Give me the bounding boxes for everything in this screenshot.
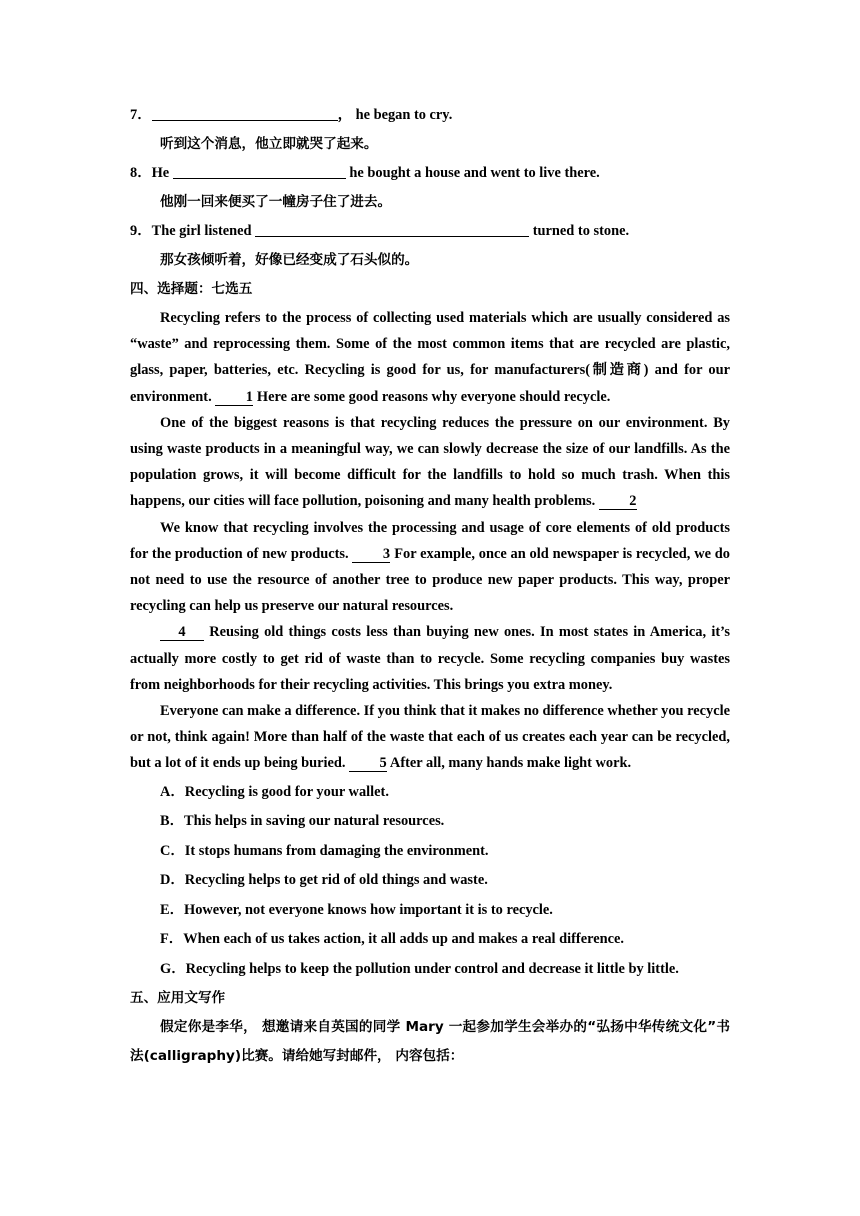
paragraph-text-after: Reusing old things costs less than buying new ones. In most states in America, it’s actually more costly to get rid of waste than to recycle. Some recycling companies buy wastes from neighborhoods for their recycling activities. This brings you extra money.: [130, 624, 730, 693]
blank-number-3: 3: [352, 546, 390, 563]
option-text: Recycling helps to get rid of old things and waste.: [184, 872, 488, 889]
question-7: [130, 101, 730, 130]
option-label: E．: [160, 901, 184, 918]
blank-number-5: 5: [349, 755, 387, 772]
paragraph-text: Recycling refers to the process of collecting used materials which are usually considered as “waste” and reprocessing them. Some of the most common items that are recycled are plastic, glass, paper, batteries, etc. Recycling is good for us, for manufacturers(制造商) and for our environment.: [130, 310, 730, 405]
question-text-before: The girl listened: [151, 223, 256, 239]
option-g: [130, 955, 730, 985]
question-text-after: ， he began to cry.: [337, 107, 453, 123]
writing-prompt: 假定你是李华， 想邀请来自英国的同学 Mary 一起参加学生会举办的“弘扬中华传统文化”书法(calligraphy)比赛。请给她写封邮件， 内容包括：: [130, 1019, 730, 1065]
question-number: 8．: [130, 165, 152, 181]
passage-paragraph-4: [130, 619, 730, 698]
question-9: [130, 217, 730, 246]
option-f: [130, 925, 730, 955]
option-label: G．: [160, 960, 186, 977]
question-text-after: he bought a house and went to live there.: [345, 165, 600, 181]
option-label: F．: [160, 931, 184, 948]
option-label: C．: [160, 842, 185, 859]
answer-blank[interactable]: [173, 163, 346, 179]
section-title: 五、应用文写作: [130, 990, 226, 1007]
question-9-translation: 那女孩倾听着，好像已经变成了石头似的。: [160, 252, 419, 268]
answer-blank[interactable]: [255, 221, 529, 237]
question-number: 9．: [130, 223, 152, 239]
answer-blank[interactable]: [152, 105, 338, 121]
passage-paragraph-3: [130, 515, 730, 620]
paragraph-text: One of the biggest reasons is that recycling reduces the pressure on our environment. By using waste products in a meaningful way, we can slowly decrease the size of our landfills. As the population grows, it will become difficult for the landfills to hold so much trash. When this happens, our cities will face pollution, poisoning and many health problems.: [130, 414, 730, 510]
option-b: [130, 807, 730, 837]
option-a: [130, 778, 730, 808]
option-label: A．: [160, 783, 185, 800]
options-list: [130, 778, 730, 985]
option-c: [130, 837, 730, 867]
option-label: B．: [160, 813, 184, 830]
option-d: [130, 866, 730, 896]
passage-paragraph-2: [130, 410, 730, 515]
option-text: It stops humans from damaging the environment.: [184, 842, 489, 859]
passage-paragraph-1: [130, 305, 730, 410]
option-text: Recycling helps to keep the pollution under control and decrease it little by little.: [185, 960, 679, 977]
document-content: [130, 101, 730, 1071]
option-text: When each of us takes action, it all adds up and makes a real difference.: [183, 931, 624, 948]
question-8-translation: 他刚一回来便买了一幢房子住了进去。: [160, 194, 392, 210]
option-text: However, not everyone knows how important it is to recycle.: [184, 901, 553, 918]
paragraph-text: Everyone can make a difference. If you think that it makes no difference whether you recycle or not, think again! More than half of the waste that each of us creates each year can be recycled, but a lot of it ends up being buried.: [130, 703, 730, 772]
option-label: D．: [160, 872, 185, 889]
question-text-after: turned to stone.: [529, 223, 630, 239]
question-8: [130, 159, 730, 188]
question-text-before: He: [151, 165, 173, 181]
paragraph-text-after: Here are some good reasons why everyone should recycle.: [253, 388, 611, 405]
blank-number-4: 4: [160, 624, 204, 641]
paragraph-text-after: After all, many hands make light work.: [387, 755, 632, 772]
question-number: 7．: [130, 107, 152, 123]
option-e: [130, 896, 730, 926]
paragraph-text-after: For example, once an old newspaper is recycled, we do not need to use the resource of another tree to produce new paper products. This way, proper recycling can help us preserve our natural resources.: [130, 545, 730, 615]
passage-paragraph-5: [130, 698, 730, 777]
blank-number-2: 2: [599, 493, 637, 510]
section-title: 四、选择题：七选五: [130, 281, 253, 297]
option-text: Recycling is good for your wallet.: [184, 783, 389, 800]
blank-number-1: 1: [215, 389, 253, 406]
paragraph-text: We know that recycling involves the processing and usage of core elements of old products for the production of new products.: [130, 519, 730, 562]
option-text: This helps in saving our natural resources.: [184, 813, 445, 830]
question-7-translation: 听到这个消息，他立即就哭了起来。: [160, 136, 378, 152]
